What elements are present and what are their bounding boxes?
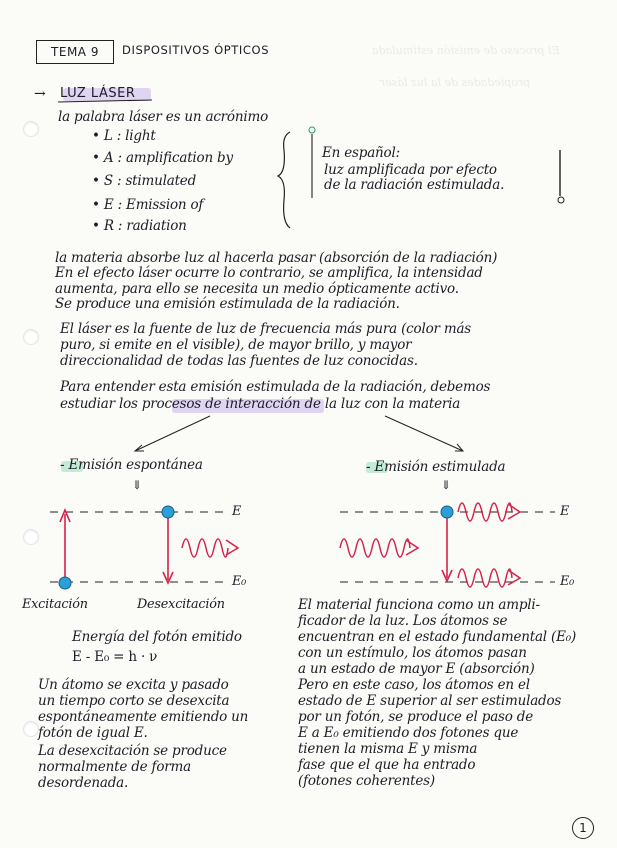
paragraph-2-line: El láser es la fuente de luz de frecuencia más pura (color más xyxy=(60,321,472,337)
right-level-e: E xyxy=(560,504,570,519)
intro-line: la palabra láser es un acrónimo xyxy=(58,109,268,125)
stimulated-text-line: por un fotón, se produce el paso de xyxy=(298,709,534,725)
spanish-marker-top xyxy=(309,127,315,133)
spanish-line-3: de la radiación estimulada. xyxy=(324,177,505,193)
right-incoming-photon xyxy=(340,539,410,557)
right-level-e0: E₀ xyxy=(560,574,575,589)
stimulated-text-line: con un estímulo, los átomos pasan xyxy=(298,645,527,661)
left-electron-excited xyxy=(162,506,174,518)
spontaneous-text-line: La desexcitación se produce xyxy=(38,743,227,759)
left-electron-ground xyxy=(59,577,71,589)
spanish-line-2: luz amplificada por efecto xyxy=(324,162,497,178)
stimulated-text-line: fase que el que ha entrado xyxy=(298,757,476,773)
acronym-item-s: • S : stimulated xyxy=(92,173,197,189)
paragraph-1-line: la materia absorbe luz al hacerla pasar (absorción de la radiación) xyxy=(55,250,498,266)
spontaneous-text-line: espontáneamente emitiendo un xyxy=(38,709,249,725)
spontaneous-text-line: un tiempo corto se desexcita xyxy=(38,693,230,709)
right-photon-upper xyxy=(458,503,512,521)
bleed-through-text: El proceso de emisión estimulada xyxy=(372,44,560,57)
paragraph-2-line: direccionalidad de todas las fuentes de luz conocidas. xyxy=(60,353,418,369)
page-number: 1 xyxy=(572,817,594,839)
photon-energy-formula: E - E₀ = h · ν xyxy=(72,649,158,665)
stimulated-text-line: ficador de la luz. Los átomos se xyxy=(298,613,508,629)
paragraph-2-line: puro, si emite en el visible), de mayor brillo, y mayor xyxy=(60,337,412,353)
paragraph-3-line: estudiar los procesos de interacción de la luz con la materia xyxy=(60,396,461,412)
topic-box: TEMA 9 xyxy=(36,40,114,64)
stimulated-text-line: (fotones coherentes) xyxy=(298,773,435,789)
stimulated-heading: - Emisión estimulada xyxy=(366,459,506,475)
left-level-e0: E₀ xyxy=(232,574,247,589)
spontaneous-text-line: Un átomo se excita y pasado xyxy=(38,677,229,693)
label-deexcitation: Desexcitación xyxy=(137,597,225,612)
stimulated-text-line: estado de E superior al ser estimulados xyxy=(298,693,562,709)
photon-energy-title: Energía del fotón emitido xyxy=(72,629,242,645)
stimulated-text-line: encuentran en el estado fundamental (E₀) xyxy=(298,629,577,645)
spanish-marker-bottom xyxy=(558,197,564,203)
spontaneous-text-line: normalmente de forma xyxy=(38,759,191,775)
section-arrow: → xyxy=(34,86,46,102)
stimulated-text-line: a un estado de mayor E (absorción) xyxy=(298,661,535,677)
right-photon-lower xyxy=(458,569,512,587)
stimulated-text-line: Pero en este caso, los átomos en el xyxy=(298,677,530,693)
acronym-item-r: • R : radiation xyxy=(92,218,187,234)
acronym-item-a: • A : amplification by xyxy=(92,150,233,166)
paragraph-1-line: En el efecto láser ocurre lo contrario, se amplifica, la intensidad xyxy=(55,265,483,281)
left-photon-wave xyxy=(182,539,228,557)
paragraph-3-line: Para entender esta emisión estimulada de la radiación, debemos xyxy=(60,379,491,395)
stimulated-text-line: tienen la misma E y misma xyxy=(298,741,478,757)
spontaneous-text-line: desordenada. xyxy=(38,775,129,791)
spanish-line-1: En español: xyxy=(322,145,400,161)
bleed-through-text: propiedades de la luz láser xyxy=(380,76,531,89)
spontaneous-heading: - Emisión espontánea xyxy=(60,457,203,473)
heading-underline xyxy=(58,100,152,102)
acronym-brace xyxy=(278,132,290,228)
stimulated-text-line: E a E₀ emitiendo dos fotones que xyxy=(298,725,519,741)
paragraph-1-line: aumenta, para ello se necesita un medio ópticamente activo. xyxy=(55,281,459,297)
label-excitation: Excitación xyxy=(22,597,88,612)
spontaneous-text-line: fotón de igual E. xyxy=(38,725,148,741)
section-heading: LUZ LÁSER xyxy=(60,86,136,101)
spontaneous-arrow: ⇓ xyxy=(132,478,142,492)
acronym-item-l: • L : light xyxy=(92,128,156,144)
left-level-e: E xyxy=(232,504,242,519)
paragraph-1-line: Se produce una emisión estimulada de la radiación. xyxy=(55,296,400,312)
stimulated-text-line: El material funciona como un ampli- xyxy=(298,597,540,613)
right-electron-excited xyxy=(441,506,453,518)
stimulated-arrow: ⇓ xyxy=(441,478,451,492)
topic-title: DISPOSITIVOS ÓPTICOS xyxy=(122,43,270,57)
acronym-item-e: • E : Emission of xyxy=(92,197,204,213)
